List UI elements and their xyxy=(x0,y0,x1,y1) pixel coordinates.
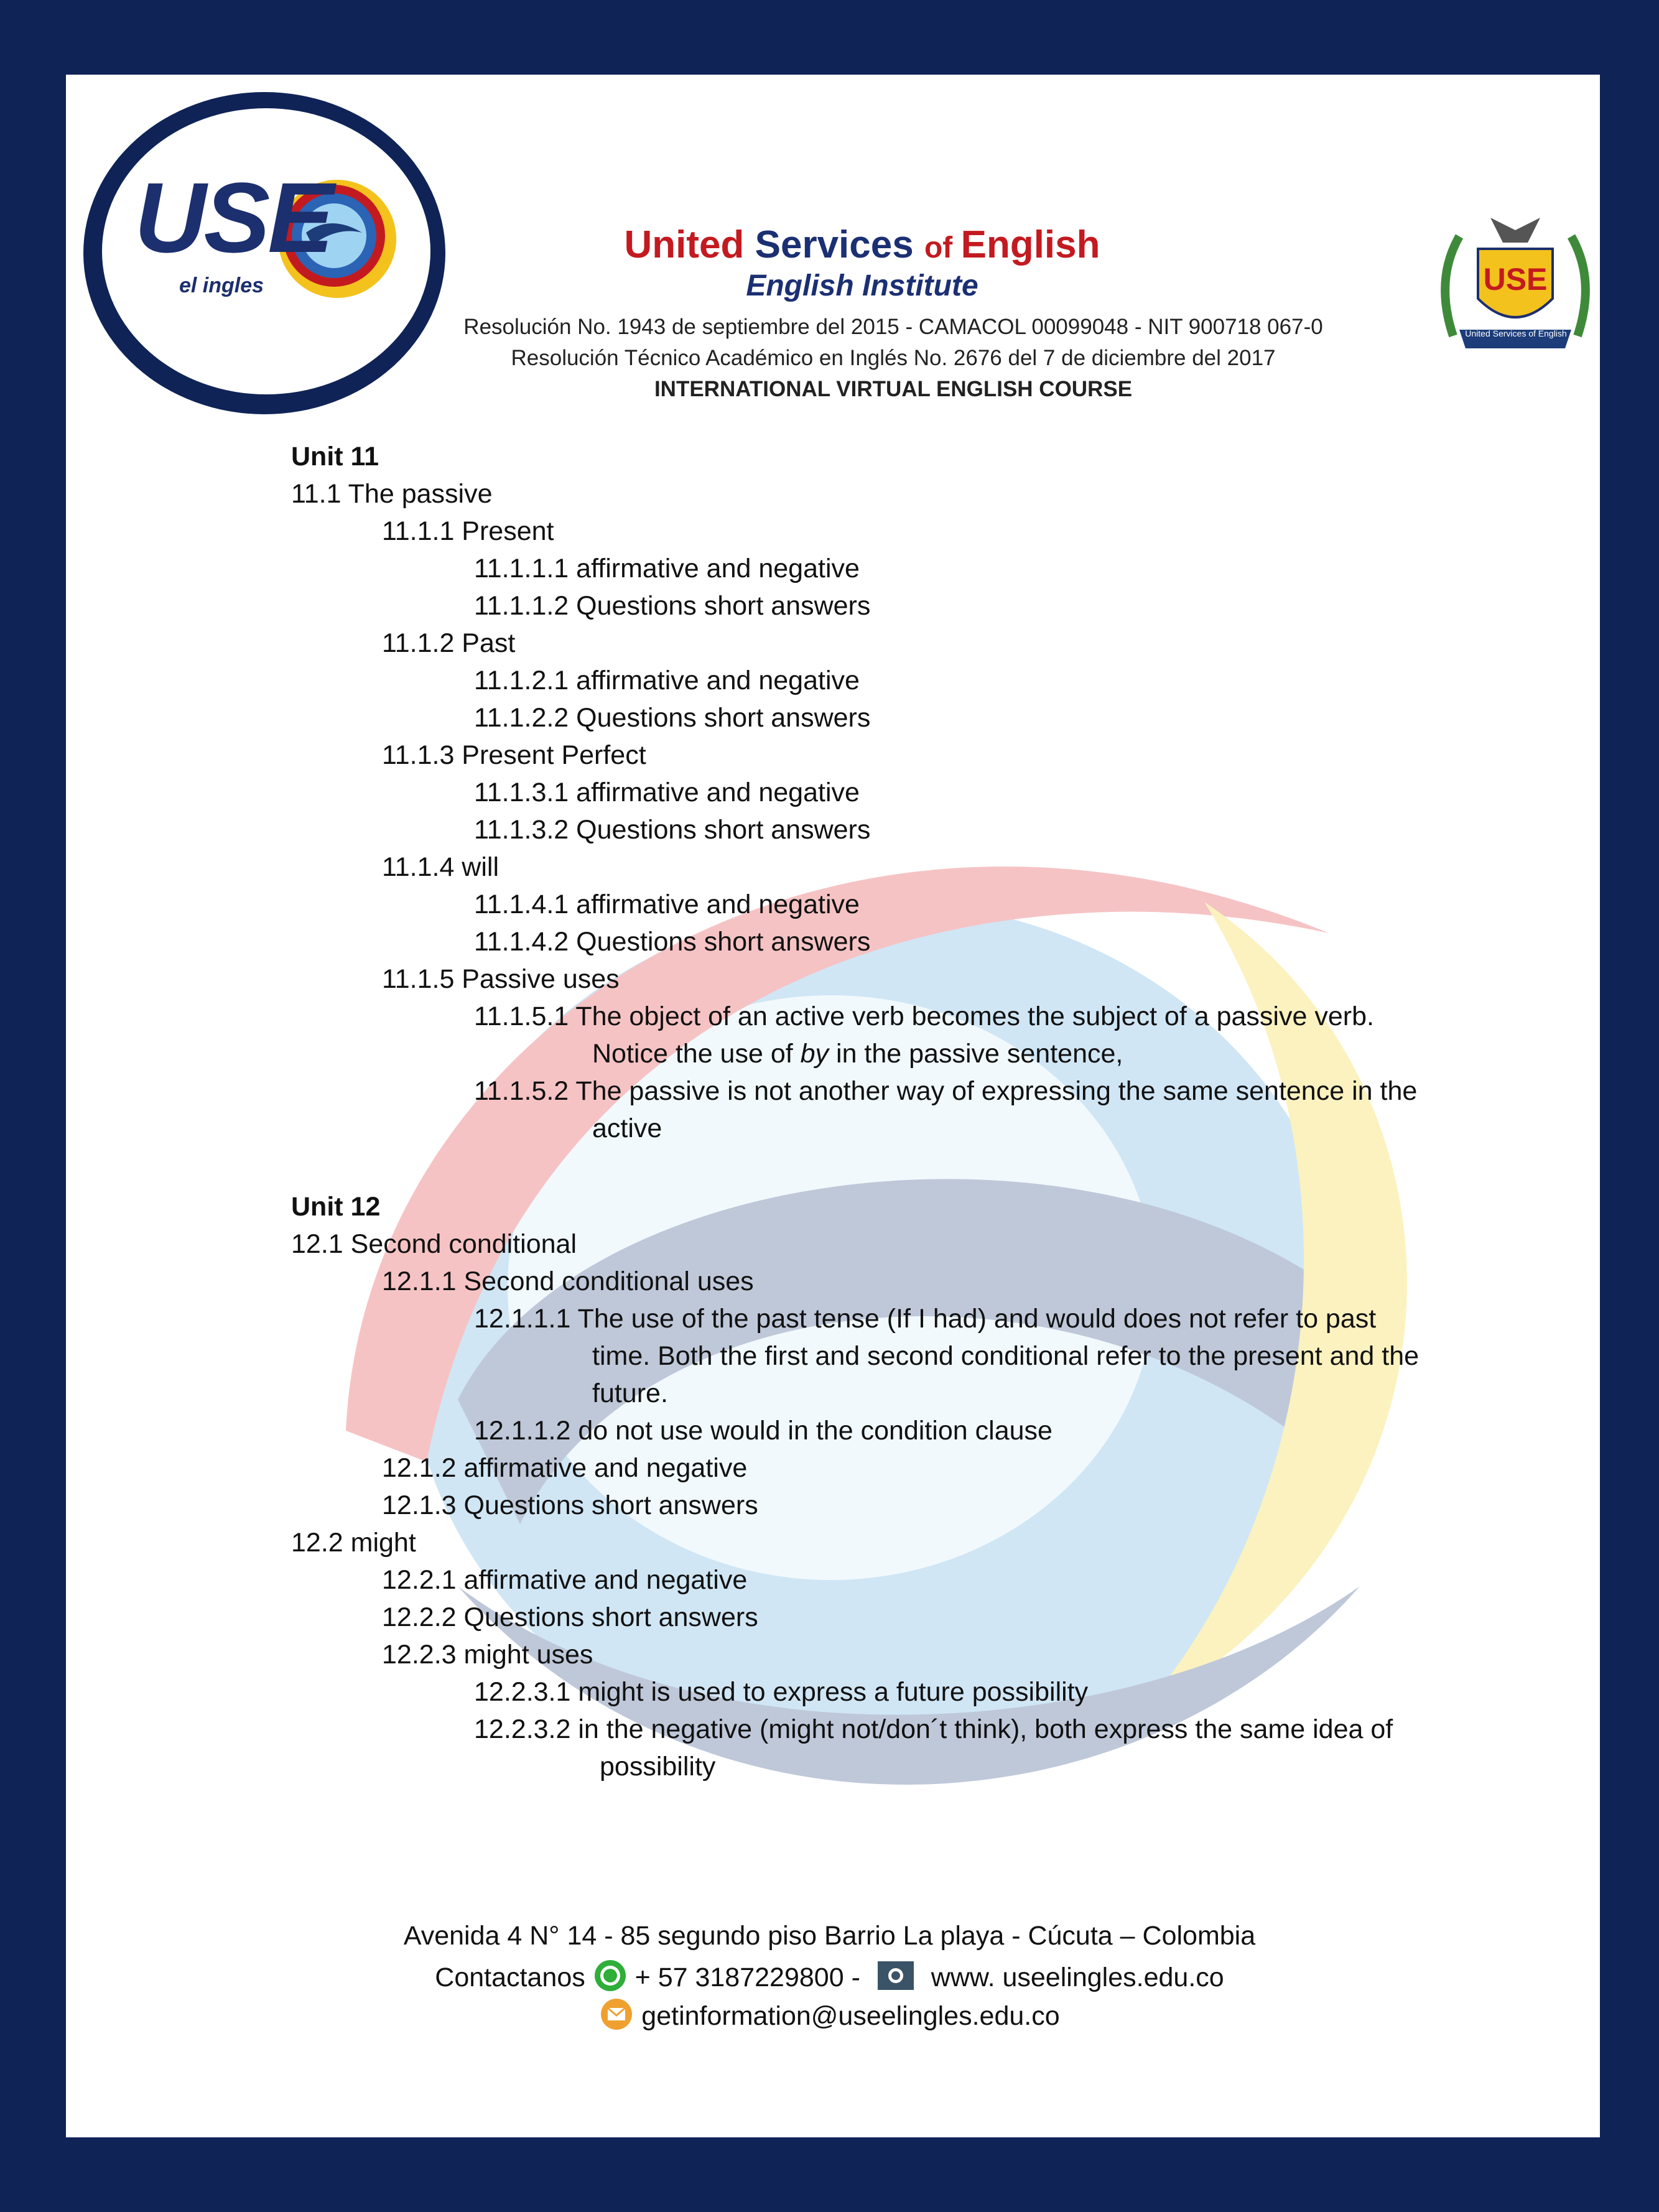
outline-item: 11.1 The passive xyxy=(291,479,493,509)
outline-item: 12.1.2 affirmative and negative xyxy=(382,1453,748,1483)
outline-item-continued xyxy=(592,1039,1123,1069)
outline-item: 11.1.3 Present Perfect xyxy=(382,740,646,770)
outline-item: 12.1 Second conditional xyxy=(291,1229,577,1259)
outline-item: 12.2.3.1 might is used to express a future possibility xyxy=(474,1677,1089,1707)
web-icon xyxy=(876,1960,915,1998)
footer-email-row xyxy=(0,1997,1659,2038)
title-english: English xyxy=(960,223,1100,266)
logo-subtitle: el ingles xyxy=(179,274,264,297)
outline-item: 11.1.4 will xyxy=(382,852,500,882)
unit-11-heading: Unit 11 xyxy=(291,442,379,472)
logo-text: USE xyxy=(134,162,332,273)
footer-contact xyxy=(0,1958,1659,2000)
outline-item: 11.1.3.1 affirmative and negative xyxy=(474,778,860,807)
outline-item: 11.1.4.2 Questions short answers xyxy=(474,927,871,957)
outline-item-continued: active xyxy=(592,1113,662,1143)
outline-item-continued: possibility xyxy=(600,1752,716,1782)
contact-label: Contactanos xyxy=(435,1962,585,1992)
text-run: in the passive sentence, xyxy=(829,1039,1123,1069)
outline-item: 11.1.5.1 The object of an active verb becomes the subject of a passive verb. xyxy=(474,1001,1374,1031)
outline-item-continued: time. Both the first and second conditional refer to the present and the xyxy=(592,1341,1420,1371)
institute-subtitle: English Institute xyxy=(746,269,978,302)
email-icon xyxy=(599,1997,634,2038)
website-link[interactable]: www. useelingles.edu.co xyxy=(931,1962,1224,1992)
footer-address: Avenida 4 N° 14 - 85 segundo piso Barrio La playa - Cúcuta – Colombia xyxy=(403,1921,1256,1951)
outline-item: 11.1.4.1 affirmative and negative xyxy=(474,890,860,919)
title-of: of xyxy=(924,231,961,264)
text-run: Notice the use of xyxy=(592,1039,801,1069)
outline-item: 11.1.2 Past xyxy=(382,628,516,658)
outline-item: 11.1.1 Present xyxy=(382,516,554,546)
document-page xyxy=(66,75,1600,2137)
unit-12-heading: Unit 12 xyxy=(291,1192,381,1222)
resolution-line-1: Resolución No. 1943 de septiembre del 2015 - CAMACOL 00099048 - NIT 900718 067-0 xyxy=(463,315,1323,339)
phone-number[interactable]: + 57 3187229800 - xyxy=(634,1962,860,1992)
outline-item: 12.2.3.2 in the negative (might not/don´t think), both express the same idea of xyxy=(474,1714,1393,1744)
outline-item: 12.1.1.2 do not use would in the condition clause xyxy=(474,1416,1053,1446)
outline-item: 12.1.3 Questions short answers xyxy=(382,1490,758,1520)
outline-item: 12.1.1.1 The use of the past tense (If I had) and would does not refer to past xyxy=(474,1304,1377,1334)
outline-item: 11.1.3.2 Questions short answers xyxy=(474,815,871,845)
emphasis-by: by xyxy=(800,1039,829,1069)
resolution-line-2: Resolución Técnico Académico en Inglés No. 2676 del 7 de diciembre del 2017 xyxy=(511,346,1276,370)
crest-ribbon: United Services of English xyxy=(1465,328,1567,338)
outline-item: 11.1.1.2 Questions short answers xyxy=(474,591,871,621)
outline-item: 11.1.2.1 affirmative and negative xyxy=(474,666,860,695)
title-united: United xyxy=(624,223,755,266)
outline-item: 11.1.5.2 The passive is not another way of expressing the same sentence in the xyxy=(474,1076,1418,1106)
institute-name xyxy=(564,223,1161,267)
outline-item: 11.1.5 Passive uses xyxy=(382,964,620,994)
outline-item: 12.2.2 Questions short answers xyxy=(382,1602,758,1632)
email-link[interactable]: getinformation@useelingles.edu.co xyxy=(641,2001,1060,2031)
crest-text: USE xyxy=(1483,262,1548,297)
outline-item: 11.1.1.1 affirmative and negative xyxy=(474,554,860,583)
outline-item-continued: future. xyxy=(592,1378,668,1408)
whatsapp-icon xyxy=(593,1958,628,2000)
course-title: INTERNATIONAL VIRTUAL ENGLISH COURSE xyxy=(654,377,1133,401)
outline-item: 12.2.1 affirmative and negative xyxy=(382,1565,748,1595)
outline-item: 12.1.1 Second conditional uses xyxy=(382,1266,754,1296)
outline-item: 12.2.3 might uses xyxy=(382,1640,593,1670)
outline-item: 12.2 might xyxy=(291,1528,416,1558)
outline-item: 11.1.2.2 Questions short answers xyxy=(474,703,871,733)
title-services: Services xyxy=(755,223,924,266)
